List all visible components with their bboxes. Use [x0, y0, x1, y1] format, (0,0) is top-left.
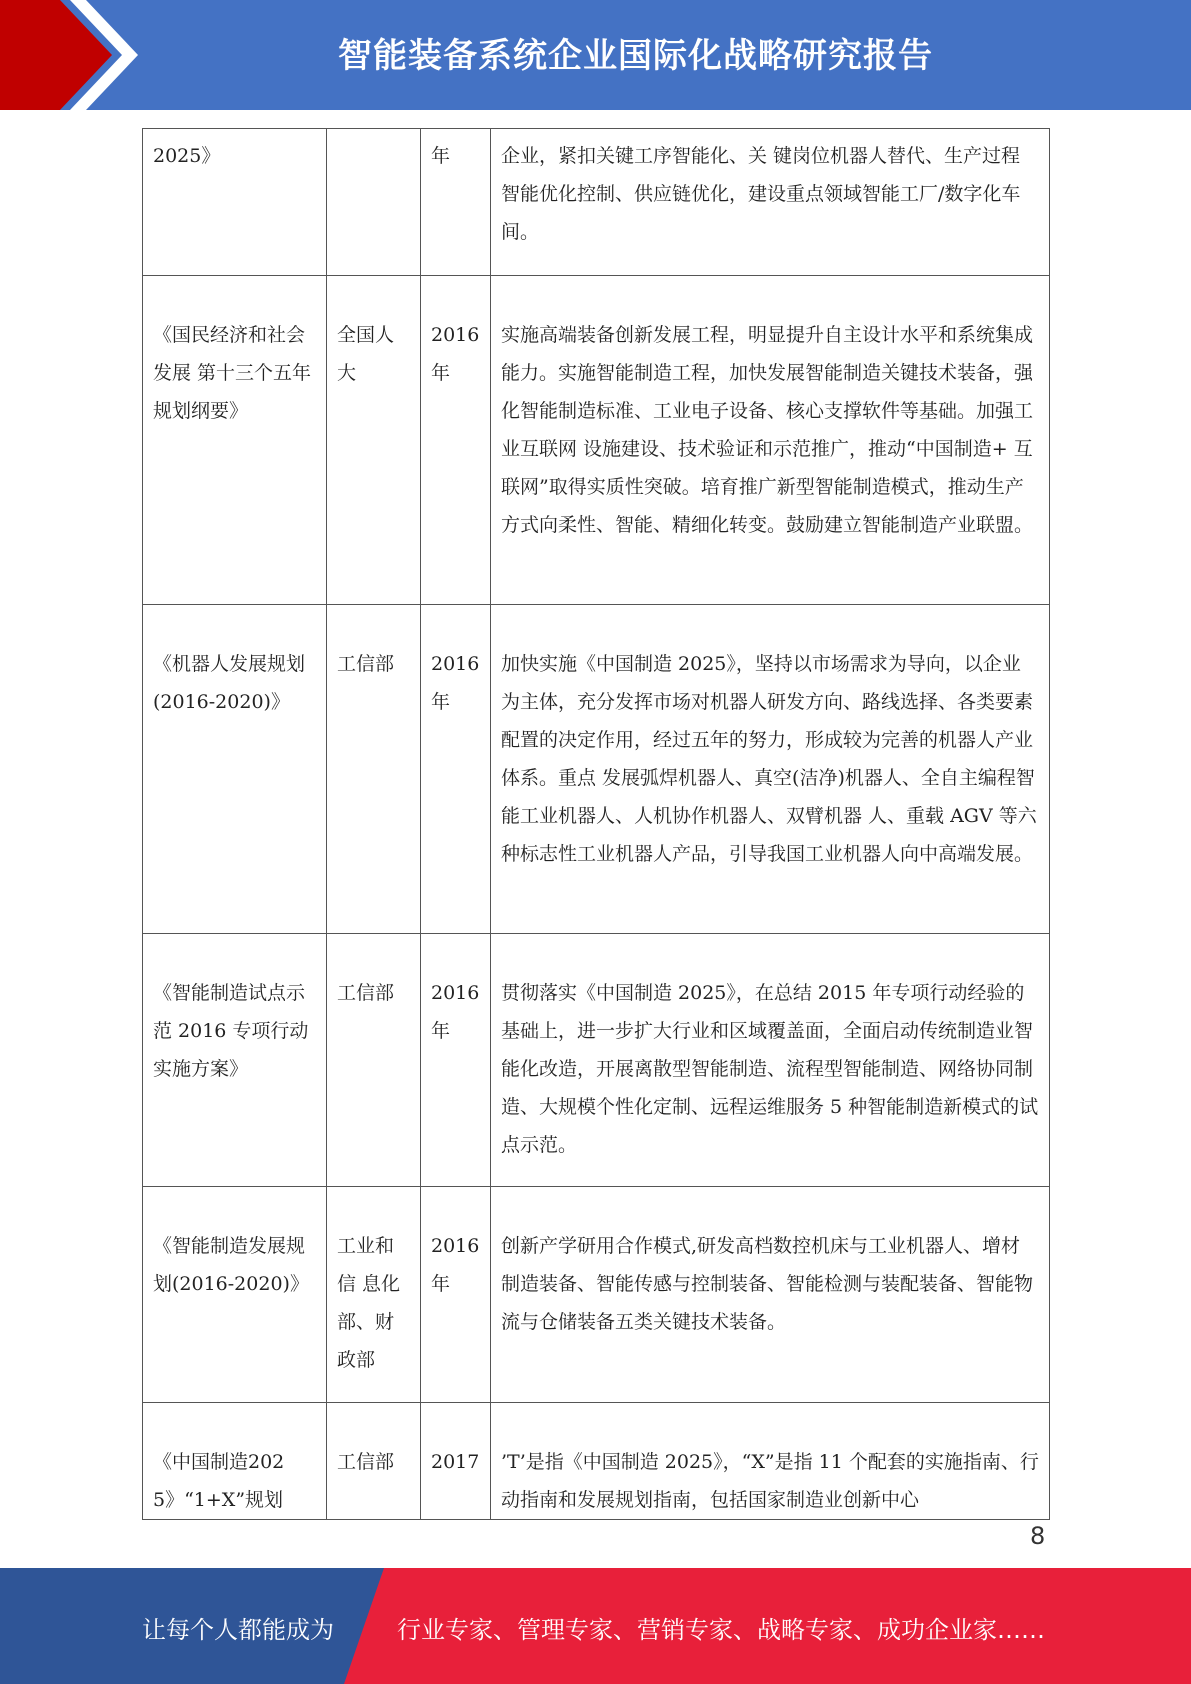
policy-name-cell: 《国民经济和社会发展 第十三个五年规划纲要》: [143, 276, 327, 605]
year-cell: 2016年: [421, 934, 491, 1187]
table-row: [143, 934, 1050, 1187]
policy-name-cell: 2025》: [143, 129, 327, 276]
table-row: [143, 1187, 1050, 1403]
issuer-cell: [327, 129, 421, 276]
content-cell: 企业，紧扣关键工序智能化、关 键岗位机器人替代、生产过程智能优化控制、供应链优化，建设重点领域智能工厂/数字化车间。: [491, 129, 1050, 276]
issuer-cell: 工信部: [327, 605, 421, 934]
footer-slogan-right: 行业专家、管理专家、营销专家、战略专家、成功企业家……: [397, 1616, 1045, 1644]
footer-slogan-left: 让每个人都能成为: [142, 1616, 334, 1644]
policy-name-cell: 《智能制造试点示范 2016 专项行动实施方案》: [143, 934, 327, 1187]
content-cell: 加快实施《中国制造 2025》，坚持以市场需求为导向，以企业为主体，充分发挥市场对机器人研发方向、路线选择、各类要素配置的决定作用，经过五年的努力，形成较为完善的机器人产业体系。重点 发展弧焊机器人、真空(洁净)机器人、全自主编程智能工业机器人、人机协作机器人、双臂机器 人、重载 AGV 等六种标志性工业机器人产品，引导我国工业机器人向中高端发展。: [491, 605, 1050, 934]
page-footer: [0, 1568, 1191, 1684]
table-row: [143, 276, 1050, 605]
year-cell: 年: [421, 129, 491, 276]
table-row: [143, 129, 1050, 276]
issuer-cell: 工信部: [327, 934, 421, 1187]
table-row: [143, 605, 1050, 934]
year-cell: 2017: [421, 1403, 491, 1520]
table-row: [143, 1403, 1050, 1520]
policy-name-cell: 《机器人发展规划(2016-2020)》: [143, 605, 327, 934]
page-number: 8: [1030, 1522, 1046, 1550]
policy-name-cell: 《智能制造发展规划(2016-2020)》: [143, 1187, 327, 1403]
content-cell: 创新产学研用合作模式,研发高档数控机床与工业机器人、增材制造装备、智能传感与控制装备、智能检测与装配装备、智能物流与仓储装备五类关键技术装备。: [491, 1187, 1050, 1403]
content-cell: ’T’是指《中国制造 2025》，“X”是指 11 个配套的实施指南、行动指南和发展规划指南，包括国家制造业创新中心: [491, 1403, 1050, 1520]
issuer-cell: 工信部: [327, 1403, 421, 1520]
policy-name-cell: 《中国制造2025》“1+X”规划: [143, 1403, 327, 1520]
year-cell: 2016年: [421, 605, 491, 934]
year-cell: 2016年: [421, 1187, 491, 1403]
policy-table: [142, 128, 1050, 1520]
issuer-cell: 工业和信 息化部、财政部: [327, 1187, 421, 1403]
page-header: [0, 0, 1191, 110]
content-cell: 实施高端装备创新发展工程，明显提升自主设计水平和系统集成能力。实施智能制造工程，加快发展智能制造关键技术装备，强化智能制造标准、工业电子设备、核心支撑软件等基础。加强工业互联网 设施建设、技术验证和示范推广，推动“中国制造+ 互联网”取得实质性突破。培育推广新型智能制造模式，推动生产方式向柔性、智能、精细化转变。鼓励建立智能制造产业联盟。: [491, 276, 1050, 605]
report-title: 智能装备系统企业国际化战略研究报告: [338, 36, 933, 76]
issuer-cell: 全国人大: [327, 276, 421, 605]
year-cell: 2016年: [421, 276, 491, 605]
content-cell: 贯彻落实《中国制造 2025》，在总结 2015 年专项行动经验的基础上，进一步扩大行业和区域覆盖面，全面启动传统制造业智能化改造，开展离散型智能制造、流程型智能制造、网络协同制造、大规模个性化定制、远程运维服务 5 种智能制造新模式的试点示范。: [491, 934, 1050, 1187]
